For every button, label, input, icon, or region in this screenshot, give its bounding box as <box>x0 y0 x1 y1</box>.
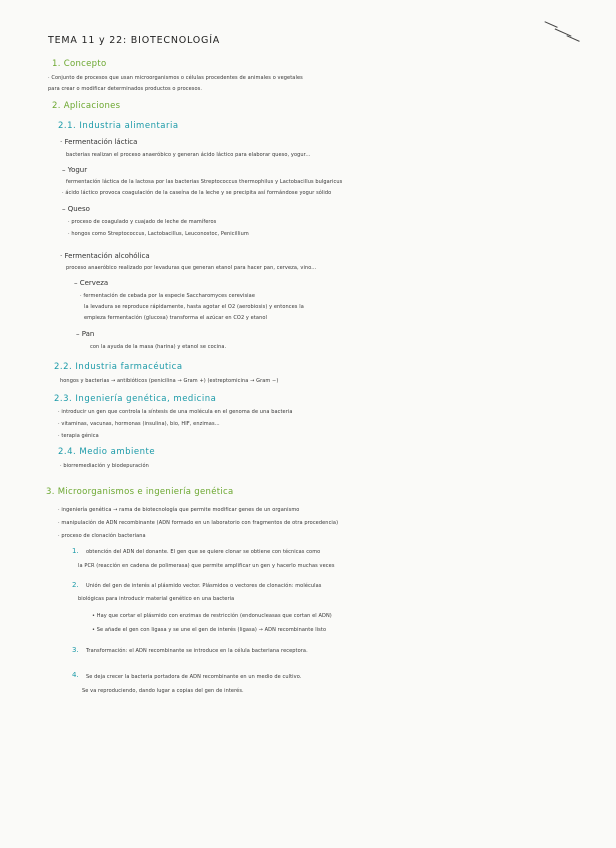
step-number: 3. <box>72 646 79 654</box>
text-line: para crear o modificar determinados productos o procesos. <box>48 86 203 92</box>
list-item-fermentacion-alcoholica: · Fermentación alcohólica <box>60 252 150 260</box>
step-number: 1. <box>72 547 79 555</box>
step-number: 4. <box>72 671 79 679</box>
list-item-pan: – Pan <box>76 330 95 338</box>
text-line: Se deja crecer la bacteria portadora de ADN recombinante en un medio de cultivo. <box>86 674 302 680</box>
section-heading-aplicaciones: 2. Aplicaciones <box>52 101 121 111</box>
list-item-queso: – Queso <box>62 205 90 213</box>
text-line: proceso anaeróbico realizado por levaduras que generan etanol para hacer pan, cerveza, vino... <box>66 265 317 271</box>
page-corner-marks <box>542 18 582 48</box>
text-line: hongos y bacterias → antibióticos (penicilina → Gram +) (estreptomicina → Gram −) <box>60 378 279 384</box>
text-line: · Conjunto de procesos que usan microorganismos o células procedentes de animales o vegetales <box>48 75 303 81</box>
text-line: biológicas para introducir material genético en una bacteria <box>78 596 235 602</box>
text-line: Transformación: el ADN recombinante se introduce en la célula bacteriana receptora. <box>86 648 308 654</box>
text-line: Se va reproduciendo, dando lugar a copias del gen de interés. <box>82 688 244 694</box>
text-line: · biorremediación y biodepuración <box>60 463 149 469</box>
text-line: • Se añade el gen con ligasa y se une el gen de interés (ligasa) → ADN recombinante listo <box>92 627 327 633</box>
page-title: TEMA 11 y 22: BIOTECNOLOGÍA <box>48 35 221 46</box>
text-line: · proceso de coagulado y cuajado de leche de mamíferos <box>68 219 217 225</box>
text-line: · hongos como Streptococcus, Lactobacillus, Leuconostoc, Penicillium <box>68 231 249 237</box>
text-line: · introducir un gen que controla la síntesis de una molécula en el genoma de una bacteria <box>58 409 293 415</box>
text-line: • Hay que cortar el plásmido con enzimas de restricción (endonucleasas que cortan el ADN) <box>92 613 332 619</box>
text-line: fermentación láctica de la lactosa por las bacterias Streptococcus thermophilus y Lactobacillus bulgaricus <box>66 179 343 185</box>
text-line: · fermentación de cebada por la especie Saccharomyces cerevisiae <box>80 293 256 299</box>
text-line: con la ayuda de la masa (harina) y etanol se cocina. <box>90 344 227 350</box>
list-item-cerveza: – Cerveza <box>74 279 109 287</box>
subsection-heading-medio-ambiente: 2.4. Medio ambiente <box>58 447 156 457</box>
section-heading-concepto: 1. Concepto <box>52 59 107 69</box>
subsection-heading-farmaceutica: 2.2. Industria farmacéutica <box>54 362 183 372</box>
text-line: obtención del ADN del donante. El gen que se quiere clonar se obtiene con técnicas como <box>86 549 321 555</box>
text-line: · vitaminas, vacunas, hormonas (insulina), bio, HIF, enzimas... <box>58 421 220 427</box>
list-item-yogur: – Yogur <box>62 166 88 174</box>
text-line: · terapia génica <box>58 433 99 439</box>
text-line: · ingeniería genética → rama de biotecnología que permite modificar genes de un organismo <box>58 507 300 513</box>
text-line: empieza fermentación (glucosa) transforma el azúcar en CO2 y etanol <box>84 315 267 321</box>
text-line: Unión del gen de interés al plásmido vector. Plásmidos o vectores de clonación: moléculas <box>86 583 322 589</box>
step-number: 2. <box>72 581 79 589</box>
text-line: · proceso de clonación bacteriana <box>58 533 146 539</box>
subsection-heading-alimentaria: 2.1. Industria alimentaria <box>58 121 179 131</box>
section-heading-microorganismos: 3. Microorganismos e ingeniería genética <box>46 487 234 497</box>
text-line: bacterias realizan el proceso anaeróbico y generan ácido láctico para elaborar queso, yogur... <box>66 152 311 158</box>
subsection-heading-ingenieria-genetica: 2.3. Ingeniería genética, medicina <box>54 394 217 404</box>
text-line: · ácido láctico provoca coagulación de la caseína de la leche y se precipita así formándose yogur sólido <box>62 190 332 196</box>
text-line: la levadura se reproduce rápidamente, hasta agotar el O2 (aerobiosis) y entonces la <box>84 304 304 310</box>
text-line: · manipulación de ADN recombinante (ADN formado en un laboratorio con fragmentos de otra procedencia) <box>58 520 339 526</box>
list-item-fermentacion-lactica: · Fermentación láctica <box>60 138 138 146</box>
text-line: la PCR (reacción en cadena de polimerasa) que permite amplificar un gen y hacerlo muchas veces <box>78 563 335 569</box>
